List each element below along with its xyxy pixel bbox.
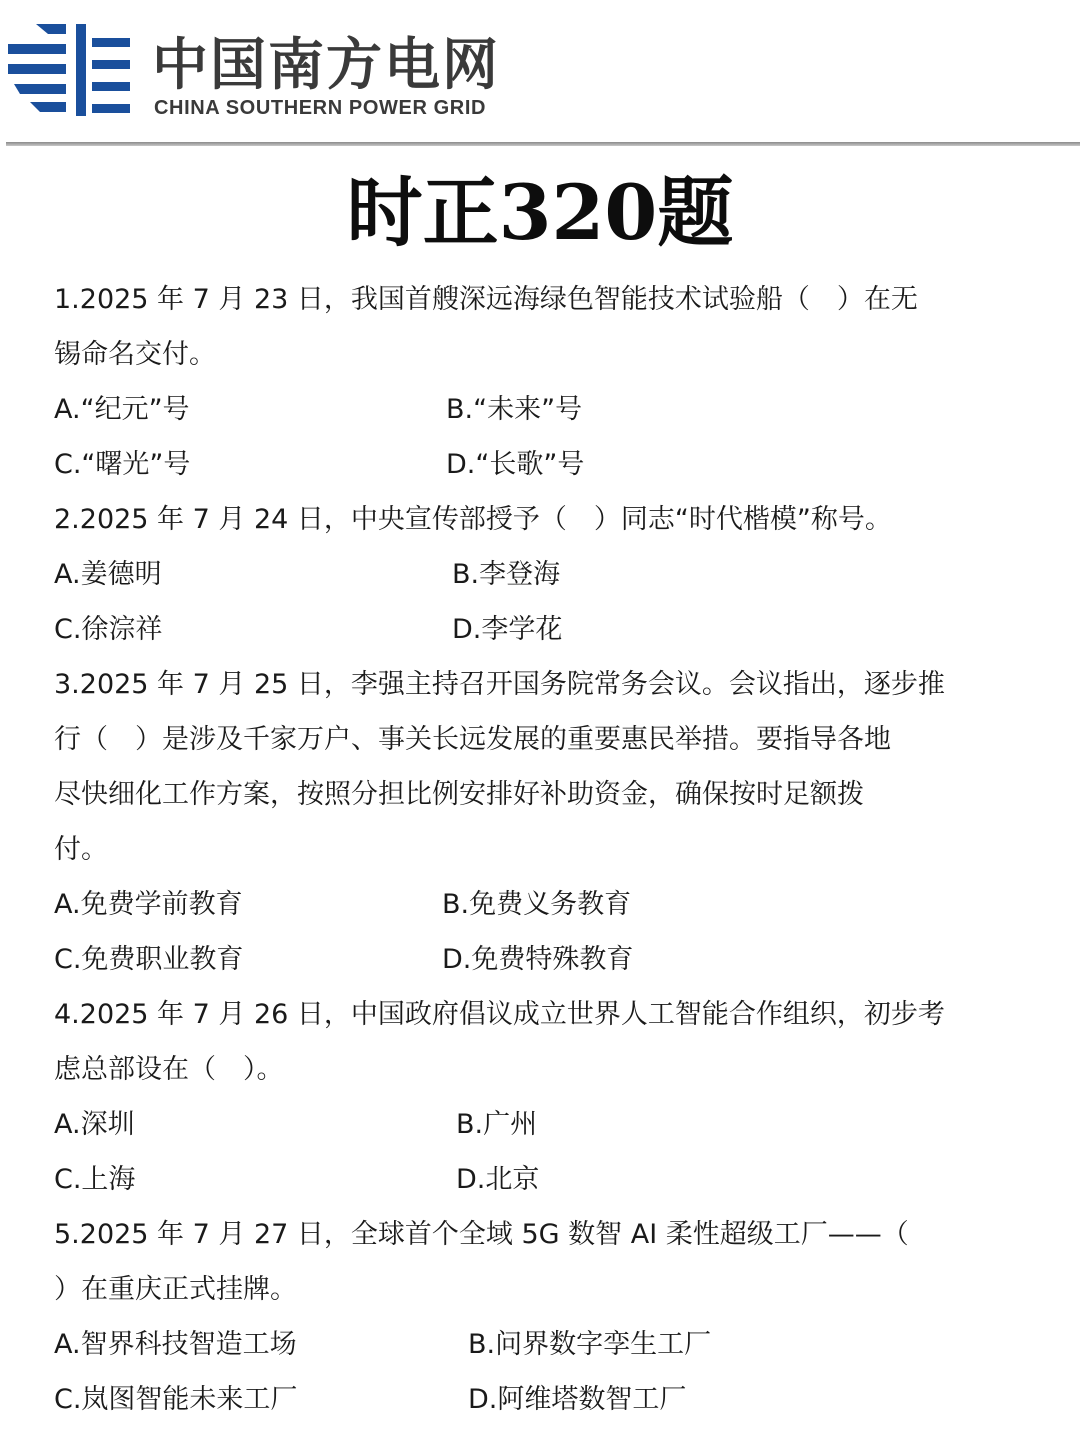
answer-option-c[interactable]: C.“曙光”号 [54,449,191,480]
question-text-line: ）在重庆正式挂牌。 [54,1274,297,1305]
csg-logo-icon [8,24,130,116]
answer-option-a[interactable]: A.姜德明 [54,559,162,590]
answer-option-d[interactable]: D.李学花 [452,614,563,645]
question-text-line: 4.2025 年 7 月 26 日，中国政府倡议成立世界人工智能合作组织，初步考 [54,999,945,1030]
option-row [54,1152,1034,1207]
option-row [54,1097,1034,1152]
answer-option-c[interactable]: C.上海 [54,1164,136,1195]
answer-option-b[interactable]: B.李登海 [452,559,561,590]
question-text-line: 锡命名交付。 [54,339,216,370]
question-text-line: 3.2025 年 7 月 25 日，李强主持召开国务院常务会议。会议指出，逐步推 [54,669,945,700]
answer-option-c[interactable]: C.徐淙祥 [54,614,163,645]
answer-option-a[interactable]: A.免费学前教育 [54,889,243,920]
option-row [54,547,1034,602]
answer-option-a[interactable]: A.深圳 [54,1109,135,1140]
question-item [54,657,1034,987]
question-item [54,272,1034,492]
option-row [54,1317,1034,1372]
question-text-line: 尽快细化工作方案，按照分担比例安排好补助资金，确保按时足额拨 [54,779,864,810]
brand-name-en: CHINA SOUTHERN POWER GRID [154,97,487,119]
option-row [54,1372,1034,1427]
option-row [54,932,1034,987]
answer-option-b[interactable]: B.“未来”号 [446,394,583,425]
answer-option-d[interactable]: D.免费特殊教育 [442,944,634,975]
answer-option-b[interactable]: B.免费义务教育 [442,889,632,920]
question-text-line: 2.2025 年 7 月 24 日，中央宣传部授予（ ）同志“时代楷模”称号。 [54,504,892,535]
option-row [54,877,1034,932]
question-list [54,272,1034,1427]
question-item [54,1207,1034,1427]
answer-option-a[interactable]: A.“纪元”号 [54,394,190,425]
question-text-line: 1.2025 年 7 月 23 日，我国首艘深远海绿色智能技术试验船（ ）在无 [54,284,918,315]
brand-name-cn: 中国南方电网 [152,33,500,98]
option-row [54,382,1034,437]
option-row [54,602,1034,657]
answer-option-b[interactable]: B.广州 [456,1109,538,1140]
question-text-line: 行（ ）是涉及千家万户、事关长远发展的重要惠民举措。要指导各地 [54,724,891,755]
answer-option-b[interactable]: B.问界数字孪生工厂 [468,1329,712,1360]
question-text-line: 5.2025 年 7 月 27 日，全球首个全域 5G 数智 AI 柔性超级工厂——（ [54,1219,909,1250]
answer-option-d[interactable]: D.北京 [456,1164,540,1195]
answer-option-a[interactable]: A.智界科技智造工场 [54,1329,297,1360]
answer-option-d[interactable]: D.阿维塔数智工厂 [468,1384,687,1415]
question-item [54,492,1034,657]
header [0,0,1080,150]
option-row [54,437,1034,492]
answer-option-c[interactable]: C.免费职业教育 [54,944,244,975]
header-divider [6,142,1080,146]
question-text-line: 虑总部设在（ ）。 [54,1054,284,1085]
question-item [54,987,1034,1207]
answer-option-d[interactable]: D.“长歌”号 [446,449,585,480]
page-title: 时正320题 [346,168,734,257]
question-text-line: 付。 [54,834,108,865]
answer-option-c[interactable]: C.岚图智能未来工厂 [54,1384,298,1415]
